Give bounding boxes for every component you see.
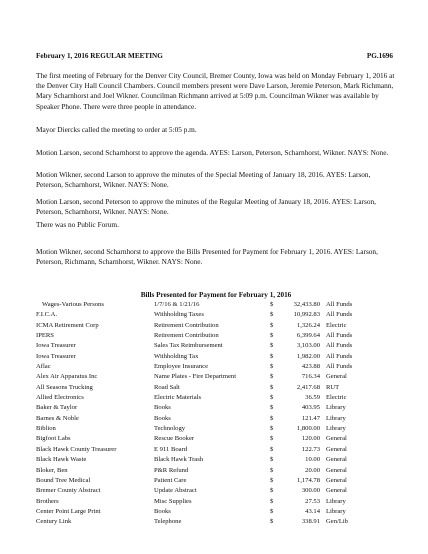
bill-fund: All Funds <box>326 301 353 308</box>
regular-minutes-motion-paragraph: Motion Larson, second Peterson to approve the minutes of the Regular Meeting of January 18, 2016. AYES: Larson, Peterson, Scharnhorst, Wikner. NAYS: None. <box>36 197 376 217</box>
bill-row <box>36 363 396 373</box>
page-number: PG.1696 <box>366 52 393 60</box>
bill-currency: $ <box>270 311 274 319</box>
bill-description: Retirement Contribution <box>154 332 219 340</box>
bill-row <box>36 404 396 414</box>
bill-fund: All Funds <box>326 352 353 360</box>
bill-payee: All Seasons Trucking <box>36 383 93 391</box>
bill-fund: Gen/Lib <box>326 518 348 526</box>
bill-payee: Barnes & Noble <box>36 414 79 422</box>
agenda-motion-paragraph: Motion Larson, second Scharnhorst to approve the agenda. AYES: Larson, Peterson, Scharnhorst, Wikner. NAYS: None. <box>36 148 389 157</box>
bill-amount: 27.53 <box>305 497 320 505</box>
bill-currency: $ <box>270 394 274 402</box>
bill-row <box>36 373 396 383</box>
bill-payee: Allied Electronics <box>36 394 84 402</box>
bill-fund: All Funds <box>326 363 353 371</box>
bill-currency: $ <box>270 435 274 443</box>
bill-description: Sales Tax Reimbursement <box>154 342 223 350</box>
bill-currency: $ <box>270 507 274 515</box>
bill-description: Update Abstract <box>154 487 197 495</box>
bill-currency: $ <box>270 414 274 422</box>
bill-fund: RUT <box>326 383 340 391</box>
bill-amount: 6,399.64 <box>296 332 320 340</box>
bill-description: Patient Care <box>154 476 187 484</box>
bill-row <box>36 487 396 497</box>
bill-amount: 1,982.00 <box>296 352 320 360</box>
bill-description: Black Hawk Trash <box>154 456 204 464</box>
bill-payee: F.I.C.A. <box>36 311 58 319</box>
bill-description: Books <box>154 414 171 422</box>
bill-fund: Library <box>326 404 346 412</box>
bill-row <box>36 425 396 435</box>
bill-amount: 2,417.68 <box>296 383 320 391</box>
bill-payee: Alex Air Apparatus Inc <box>36 373 98 381</box>
bill-currency: $ <box>270 445 274 453</box>
bills-motion-paragraph: Motion Wikner, second Scharnhorst to approve the Bills Presented for Payment for February 1, 2016. AYES: Larson, Peterson, Richmann, Scharnhorst, Wikner. NAYS: None. <box>36 247 378 267</box>
bill-currency: $ <box>270 518 274 526</box>
bill-fund: Electric <box>326 394 347 402</box>
meeting-title: February 1, 2016 REGULAR MEETING <box>36 52 163 60</box>
bill-payee: Bremer County Abstract <box>36 487 101 495</box>
bill-row <box>36 353 396 363</box>
bill-currency: $ <box>270 342 274 350</box>
bill-payee: Century Link <box>36 518 72 526</box>
bill-amount: 122.73 <box>301 445 320 453</box>
bill-amount: 36.59 <box>305 394 320 402</box>
bill-amount: 10.00 <box>305 456 320 464</box>
bill-currency: $ <box>270 476 274 484</box>
bill-description: 1/7/16 & 1/21/16 <box>154 301 200 308</box>
bill-amount: 403.95 <box>301 404 320 412</box>
intro-paragraph: The first meeting of February for the Denver City Council, Bremer County, Iowa was held on Monday February 1, 2016 at the Denver City Hall Council Chambers. Council members present were Dave Larson, Jeremie Peterson, Mark Richmann, Mary Scharnhorst and Joel Wikner. Councilman Richmann arrived at 5:09 p.m. Councilman Wikner was available by Speaker Phone. There were three people in attendance. <box>36 71 395 111</box>
bill-fund: General <box>326 435 347 443</box>
bill-payee: Iowa Treasurer <box>36 342 76 350</box>
bill-description: Misc Supplies <box>154 497 192 505</box>
bill-row <box>36 394 396 404</box>
bill-fund: General <box>326 456 347 464</box>
bill-payee: Black Hawk Waste <box>36 456 87 464</box>
special-minutes-motion-paragraph: Motion Wikner, second Larson to approve the minutes of the Special Meeting of January 18, 2016. AYES: Larson, Peterson, Scharnhorst, Wikner. NAYS: None. <box>36 170 371 190</box>
bill-description: E 911 Board <box>154 445 188 453</box>
bill-fund: General <box>326 476 347 484</box>
bill-payee: Wages-Various Persons <box>42 301 104 308</box>
bill-amount: 1,326.24 <box>296 321 320 329</box>
bill-amount: 3,103.00 <box>296 342 320 350</box>
bill-amount: 10,992.83 <box>293 311 320 319</box>
bill-currency: $ <box>270 487 274 495</box>
bill-currency: $ <box>270 425 274 433</box>
bill-row <box>36 467 396 477</box>
bill-payee: IPERS <box>36 332 54 340</box>
bill-row <box>36 332 396 342</box>
bill-description: Rescue Booker <box>154 435 195 443</box>
bill-row <box>36 384 396 394</box>
bill-currency: $ <box>270 456 274 464</box>
bill-amount: 1,174.78 <box>296 476 320 484</box>
bill-currency: $ <box>270 352 274 360</box>
bill-currency: $ <box>270 497 274 505</box>
bill-row <box>36 498 396 508</box>
bill-row <box>36 508 396 518</box>
bill-payee: Bloker, Ben <box>36 466 68 474</box>
bill-fund: Library <box>326 425 346 433</box>
bill-amount: 43.14 <box>305 507 320 515</box>
bill-payee: Aflac <box>36 363 51 371</box>
bill-row <box>36 311 396 321</box>
bill-fund: Library <box>326 414 346 422</box>
bill-description: Employee Insurance <box>154 363 209 371</box>
bill-currency: $ <box>270 383 274 391</box>
bill-row <box>36 518 396 528</box>
bill-payee: Iowa Treasurer <box>36 352 76 360</box>
bill-description: Name Plates - Fire Department <box>154 373 237 381</box>
bill-description: Telephone <box>154 518 182 526</box>
bill-fund: Electric <box>326 321 347 329</box>
call-to-order-paragraph: Mayor Diercks called the meeting to order at 5:05 p.m. <box>36 125 197 134</box>
bill-amount: 300.00 <box>301 487 320 495</box>
bill-row <box>36 301 396 311</box>
bill-row <box>36 446 396 456</box>
bill-description: P&R Refund <box>154 466 189 474</box>
bill-fund: All Funds <box>326 332 353 340</box>
bill-amount: 1,800.00 <box>296 425 320 433</box>
bill-amount: 20.00 <box>305 466 320 474</box>
bill-fund: All Funds <box>326 342 353 350</box>
bill-amount: 716.34 <box>301 373 320 381</box>
page-header <box>36 52 393 60</box>
bill-row <box>36 415 396 425</box>
bill-currency: $ <box>270 373 274 381</box>
bill-row <box>36 435 396 445</box>
bill-currency: $ <box>270 332 274 340</box>
bill-payee: Black Hawk County Treasurer <box>36 445 117 453</box>
bill-currency: $ <box>270 363 274 371</box>
bill-fund: All Funds <box>326 311 353 319</box>
bill-description: Books <box>154 507 171 515</box>
bill-fund: Library <box>326 497 346 505</box>
bill-currency: $ <box>270 301 274 308</box>
bill-fund: General <box>326 445 347 453</box>
bill-payee: Center Point Large Print <box>36 507 101 515</box>
bill-row <box>36 322 396 332</box>
bill-description: Technology <box>154 425 186 433</box>
bill-currency: $ <box>270 321 274 329</box>
bills-table-title: Bills Presented for Payment for February 1, 2016 <box>140 291 292 299</box>
bill-description: Retirement Contribution <box>154 321 219 329</box>
bill-payee: ICMA Retirement Corp <box>36 321 99 329</box>
bill-payee: Bound Tree Medical <box>36 476 91 484</box>
bill-row <box>36 342 396 352</box>
bill-fund: Library <box>326 507 346 515</box>
bill-row <box>36 477 396 487</box>
bill-amount: 423.88 <box>301 363 320 371</box>
bill-description: Withholding Tax <box>154 352 199 360</box>
bill-fund: General <box>326 373 347 381</box>
bill-payee: Bigfoot Labs <box>36 435 71 443</box>
bill-amount: 338.91 <box>301 518 320 526</box>
bill-fund: General <box>326 466 347 474</box>
bill-currency: $ <box>270 404 274 412</box>
bill-description: Withholding Taxes <box>154 311 204 319</box>
bill-description: Road Salt <box>154 383 180 391</box>
bills-table <box>36 301 396 529</box>
public-forum-paragraph: There was no Public Forum. <box>36 220 119 229</box>
bill-payee: Brothers <box>36 497 59 505</box>
bill-amount: 121.47 <box>301 414 320 422</box>
bill-currency: $ <box>270 466 274 474</box>
bill-fund: General <box>326 487 347 495</box>
bill-amount: 120.00 <box>301 435 320 443</box>
bill-payee: Baker & Taylor <box>36 404 78 412</box>
bill-row <box>36 456 396 466</box>
bill-payee: Biblion <box>36 425 56 433</box>
bill-description: Books <box>154 404 171 412</box>
bill-amount: 32,433.80 <box>293 301 320 308</box>
bill-description: Electric Materials <box>154 394 202 402</box>
